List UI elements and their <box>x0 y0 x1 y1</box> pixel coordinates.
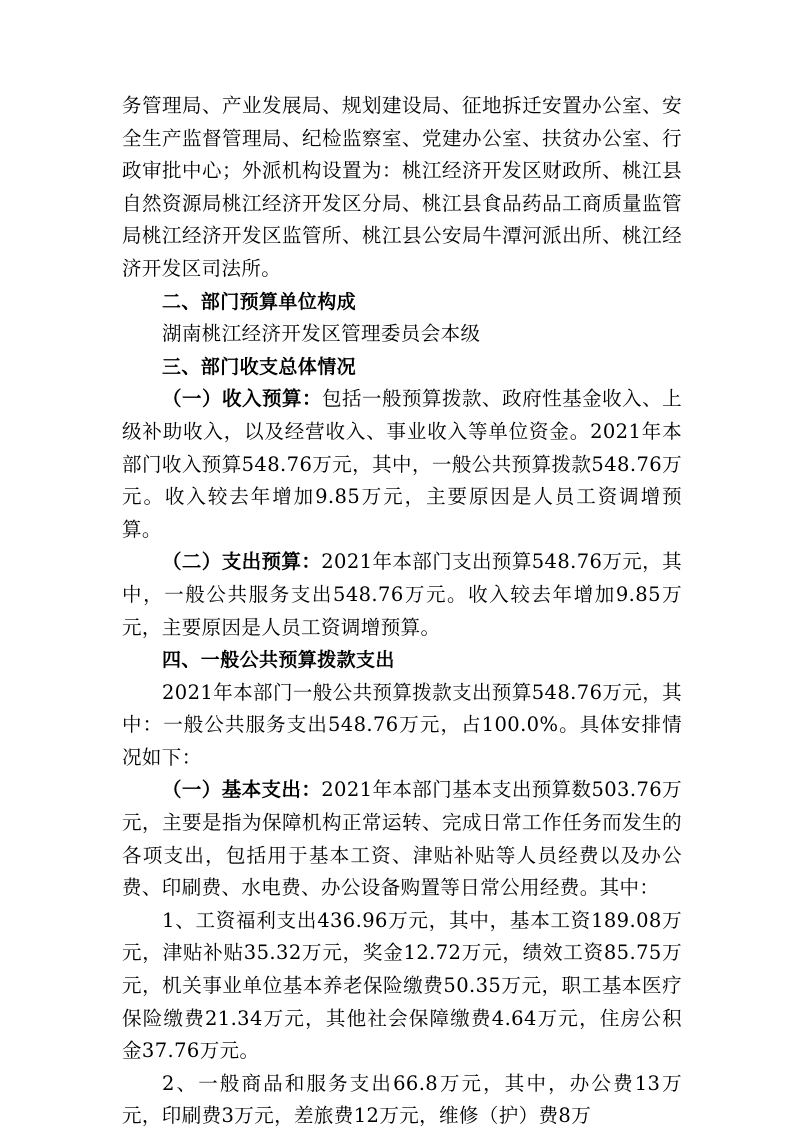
expense-budget-label: （二）支出预算： <box>162 550 322 574</box>
expense-budget-text: 2021年本部门支出预算548.76万元，其中，一般公共服务支出548.76万元。收入较去年增加9.85万元，主要原因是人员工资调增预算。 <box>122 550 682 639</box>
income-budget-text: 包括一般预算拨款、政府性基金收入、上级补助收入，以及经营收入、事业收入等单位资金。2021年本部门收入预算548.76万元，其中，一般公共预算拨款548.76万元。收入较去年增加9.85万元，主要原因是人员工资调增预算。 <box>122 387 682 541</box>
income-budget-label: （一）收入预算： <box>162 387 323 411</box>
paragraph-wage-welfare: 1、工资福利支出436.96万元，其中，基本工资189.08万元，津贴补贴35.32万元，奖金12.72万元，绩效工资85.75万元，机关事业单位基本养老保险缴费50.35万元，职工基本医疗保险缴费21.34万元，其他社会保障缴费4.64万元，住房公积金37.76万元。 <box>122 908 682 1063</box>
paragraph-goods-services: 2、一般商品和服务支出66.8万元，其中，办公费13万元，印刷费3万元，差旅费12万元，维修（护）费8万 <box>122 1071 682 1128</box>
basic-expense-text: 2021年本部门基本支出预算数503.76万元，主要是指为保障机构正常运转、完成日常工作任务而发生的各项支出，包括用于基本工资、津贴补贴等人员经费以及办公费、印刷费、水电费、办公设备购置等日常公用经费。其中： <box>122 778 682 900</box>
paragraph-income-budget <box>122 383 682 546</box>
basic-expense-label: （一）基本支出： <box>162 778 322 802</box>
paragraph-institutions: 务管理局、产业发展局、规划建设局、征地拆迁安置办公室、安全生产监督管理局、纪检监察室、党建办公室、扶贫办公室、行政审批中心；外派机构设置为：桃江经济开发区财政所、桃江县自然资源局桃江经济开发区分局、桃江县食品药品工商质量监管局桃江经济开发区监管所、桃江县公安局牛潭河派出所、桃江经济开发区司法所。 <box>122 94 682 280</box>
heading-general-budget: 四、一般公共预算拨款支出 <box>162 649 395 672</box>
paragraph-basic-expense <box>122 774 682 904</box>
heading-income-expense: 三、部门收支总体情况 <box>162 355 357 378</box>
heading-budget-units: 二、部门预算单位构成 <box>162 290 357 313</box>
paragraph-expense-budget <box>122 546 682 644</box>
paragraph-general-budget: 2021年本部门一般公共预算拨款支出预算548.76万元，其中：一般公共服务支出548.76万元，占100.0%。具体安排情况如下： <box>122 680 682 769</box>
paragraph-budget-unit: 湖南桃江经济开发区管理委员会本级 <box>162 322 481 346</box>
document-body <box>122 90 682 1133</box>
